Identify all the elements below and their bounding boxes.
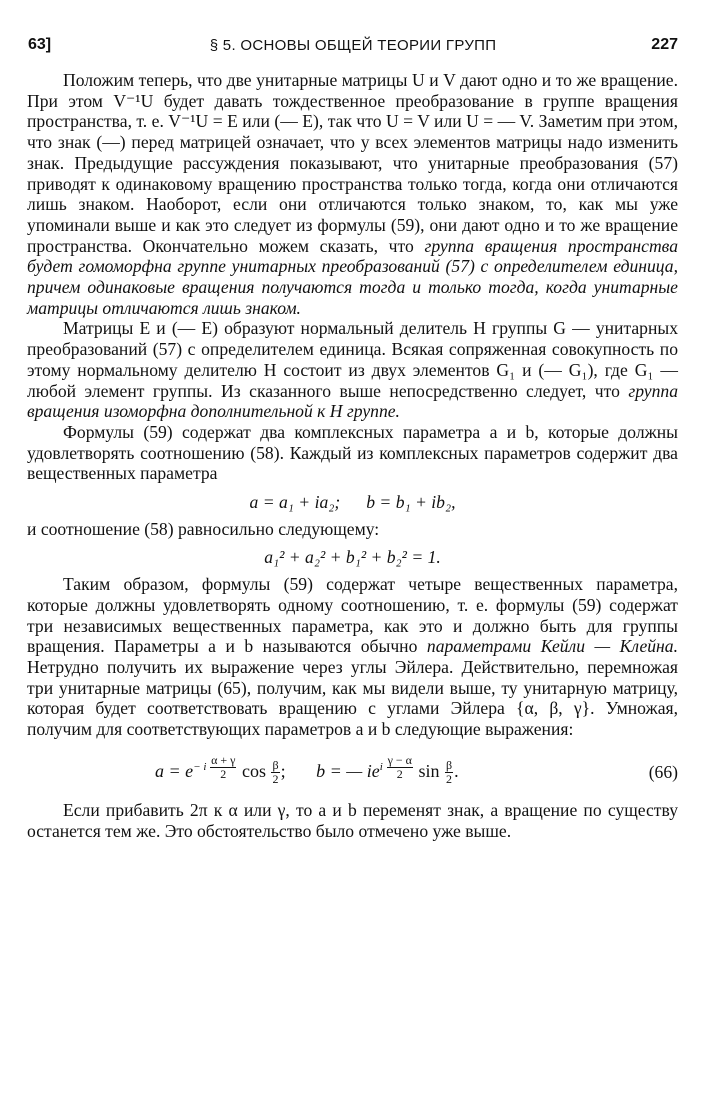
eq-b-end: . (454, 760, 459, 781)
page-body (27, 70, 678, 841)
eq-b-exp-prefix: i (379, 760, 383, 773)
eq-a-beta-num: β (272, 758, 279, 773)
equation-66-expression (155, 754, 459, 786)
paragraph-text-end: Нетрудно получить их выражение через углы Эйлера. Действительно, перемножая три унитарные матрицы (65), получим, как мы видели выше, ту унитарную матрицу, которая будет соответствовать вращению с углами Эйлера {α, β, γ}. Умножая, получим для соответствующих параметров a и b следующие выражения: (27, 656, 678, 740)
page-number: 227 (651, 36, 678, 53)
running-header (28, 36, 678, 60)
eq-a-exp-fraction (210, 754, 236, 781)
eq-b-lhs: b = — ie (316, 760, 380, 781)
eq-b-exp-fraction (387, 754, 413, 781)
eq-b-beta-fraction (445, 759, 453, 786)
theorem-statement: группа вращения пространства будет гомоморфна группе унитарных преобразований (57) с определителем единица, причем одинаковые вращения получаются тогда и только тогда, когда унитарные матрицы отличаются лишь знаком. (27, 235, 678, 318)
paragraph-sign-change: Если прибавить 2π к α или γ, то a и b переменят знак, а вращение по существу останется тем же. Это обстоятельство было отмечено уже выше. (27, 799, 678, 841)
eq-b-exponent (379, 752, 414, 781)
paragraph-complex-parameters: Формулы (59) содержат два комплексных параметра a и b, которые должны удовлетворять соотношению (58). Каждый из комплексных параметров содержит два вещественных параметра (27, 421, 678, 484)
paragraph-normal-divisor (27, 318, 678, 422)
equation-66 (27, 748, 678, 792)
paragraph-relation-intro: и соотношение (58) равносильно следующему: (27, 518, 380, 539)
running-title: § 5. ОСНОВЫ ОБЩЕЙ ТЕОРИИ ГРУПП (209, 37, 497, 54)
eq-b-beta-num: β (445, 758, 453, 773)
formula-complex-split (27, 492, 678, 513)
eq-cos: cos (241, 760, 266, 781)
paragraph-text: Матрицы E и (— E) образуют нормальный делитель H группы G — унитарных преобразований (57) с определителем единица. Всякая сопряженная совокупность по этому нормальному делителю H состоит из двух элементов G₁ и (— G₁), где G₁ — любой элемент группы. Из сказанного выше непосредственно следует, что (27, 318, 678, 401)
eq-a-exp-den: 2 (220, 766, 227, 781)
eq-b-beta-den: 2 (446, 772, 452, 787)
paragraph-text: Положим теперь, что две унитарные матрицы U и V дают одно и то же вращение. При этом V⁻¹U будет давать тождественное преобразование в группе вращения пространства, т. е. V⁻¹U = E или (— E), так что U = V или U = — V. Заметим при этом, что знак (—) перед матрицей означает, что у всех элементов матрицы надо изменить знак. Предыдущие рассуждения показывают, что унитарные преобразования (57) приводят к одинаковому вращению пространства только тогда, когда они отличаются лишь знаком. Наоборот, если они отличаются только знаком, то, как мы уже упоминали выше и как это следует из формулы (59), они дают одно и то же вращение пространства. Окончательно можем сказать, что (27, 70, 678, 256)
formula-unit-norm (27, 547, 678, 568)
eq-a-exp-prefix: − i (193, 760, 207, 773)
eq-a-beta-den: 2 (272, 772, 279, 787)
eq-b-exp-num: γ − α (387, 752, 412, 767)
paragraph-unitary-rotation (27, 70, 678, 318)
formula-norm: a₁² + a₂² + b₁² + b₂² = 1. (264, 547, 441, 568)
equation-number: (66) (648, 761, 678, 782)
formula-a: a = a₁ + ia₂; (249, 492, 341, 513)
isomorphism-statement: группа вращения изоморфна дополнительной к H группе. (27, 380, 678, 422)
paragraph-cayley-klein (27, 574, 678, 740)
eq-a-exponent (193, 752, 237, 781)
paragraph-text: Таким образом, формулы (59) содержат четыре вещественных параметра, которые должны удовлетворять одному соотношению, т. е. формулы (59) содержат три независимых вещественных параметра, как это и должно быть для группы вращения. Параметры a и b называются обычно (27, 574, 678, 657)
eq-a-lhs: a = e (155, 760, 194, 781)
eq-a-exp-num: α + γ (211, 752, 236, 767)
eq-a-end: ; (280, 760, 286, 781)
section-number: 63] (28, 36, 52, 53)
eq-b-exp-den: 2 (396, 766, 403, 781)
eq-sin: sin (418, 760, 440, 781)
cayley-klein-term: параметрами Кейли — Клейна. (426, 636, 678, 657)
formula-b: b = b₁ + ib₂, (366, 492, 456, 513)
eq-a-beta-fraction (271, 759, 279, 786)
